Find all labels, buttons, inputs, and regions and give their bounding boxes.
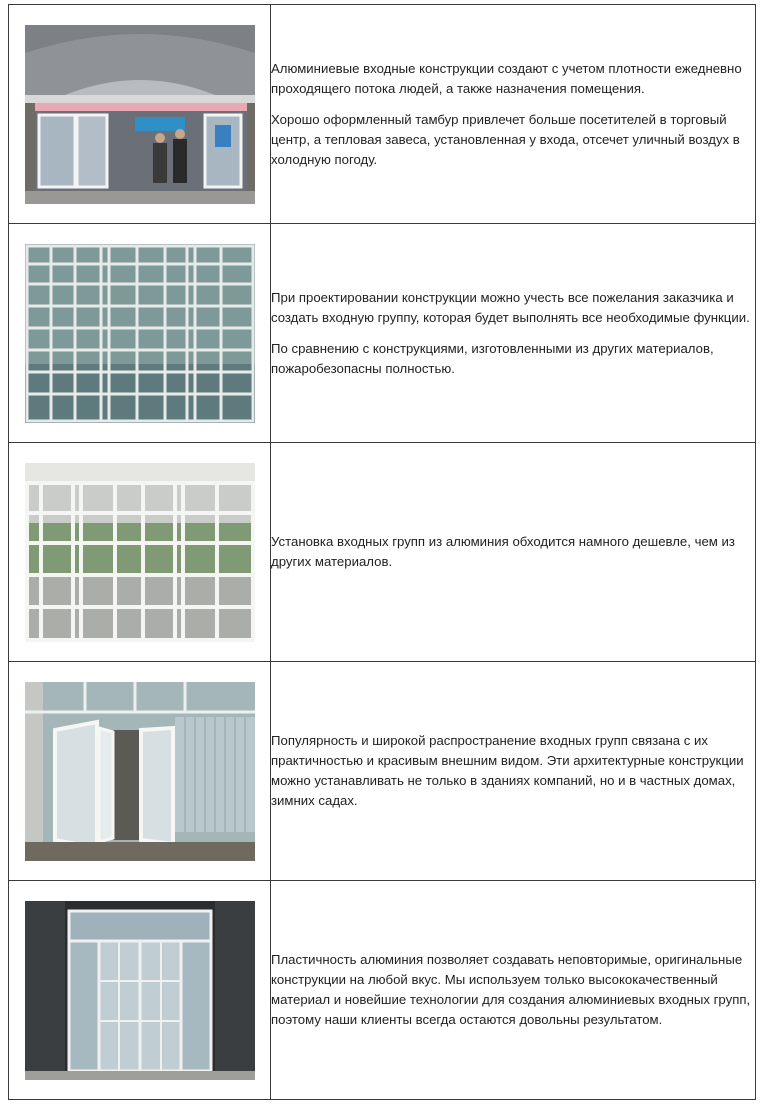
image-cell xyxy=(9,881,271,1100)
image-cell xyxy=(9,224,271,443)
photo-open-entrance-doors-icon xyxy=(25,682,255,861)
table-row xyxy=(9,443,756,662)
table-row xyxy=(9,5,756,224)
text-cell xyxy=(271,443,756,662)
paragraph: Популярность и широкой распространение входных групп связана с их практичностью и красивым внешним видом. Эти архитектурные конструкции можно устанавливать не только в зданиях компаний, но и в частных домах, зимних садах. xyxy=(271,733,744,808)
image-cell xyxy=(9,662,271,881)
table-row xyxy=(9,662,756,881)
paragraph: Хорошо оформленный тамбур привлечет больше посетителей в торговый центр, а тепловая завеса, установленная у входа, отсечет уличный воздух в холодную погоду. xyxy=(271,111,740,167)
paragraph: При проектировании конструкции можно учесть все пожелания заказчика и создать входную группу, которая будет выполнять все необходимые функции. xyxy=(271,289,750,325)
text-cell xyxy=(271,224,756,443)
paragraph: Алюминиевые входные конструкции создают с учетом плотности ежедневно проходящего потока людей, а также назначения помещения. xyxy=(271,60,742,96)
photo-white-frame-doors-icon xyxy=(25,463,255,642)
table-row xyxy=(9,881,756,1100)
text-cell xyxy=(271,662,756,881)
text-cell xyxy=(271,5,756,224)
paragraph: Пластичность алюминия позволяет создавать неповторимые, оригинальные конструкции на любой вкус. Мы используем только высококачественный материал и новейшие технологии для создания алюминиевых входных групп, поэтому наши клиенты всегда остаются довольны результатом. xyxy=(271,952,751,1027)
content-table xyxy=(8,4,756,1100)
paragraph: По сравнению с конструкциями, изготовленными из других материалов, пожаробезопасны полностью. xyxy=(271,340,714,376)
image-cell xyxy=(9,443,271,662)
paragraph: Установка входных групп из алюминия обходится намного дешевле, чем из других материалов. xyxy=(271,534,735,569)
image-cell xyxy=(9,5,271,224)
photo-glazed-entrance-group-icon xyxy=(25,244,255,423)
photo-shopping-center-entrance-icon xyxy=(25,25,255,204)
text-cell xyxy=(271,881,756,1100)
table-row xyxy=(9,224,756,443)
photo-dark-facade-entrance-icon xyxy=(25,901,255,1080)
